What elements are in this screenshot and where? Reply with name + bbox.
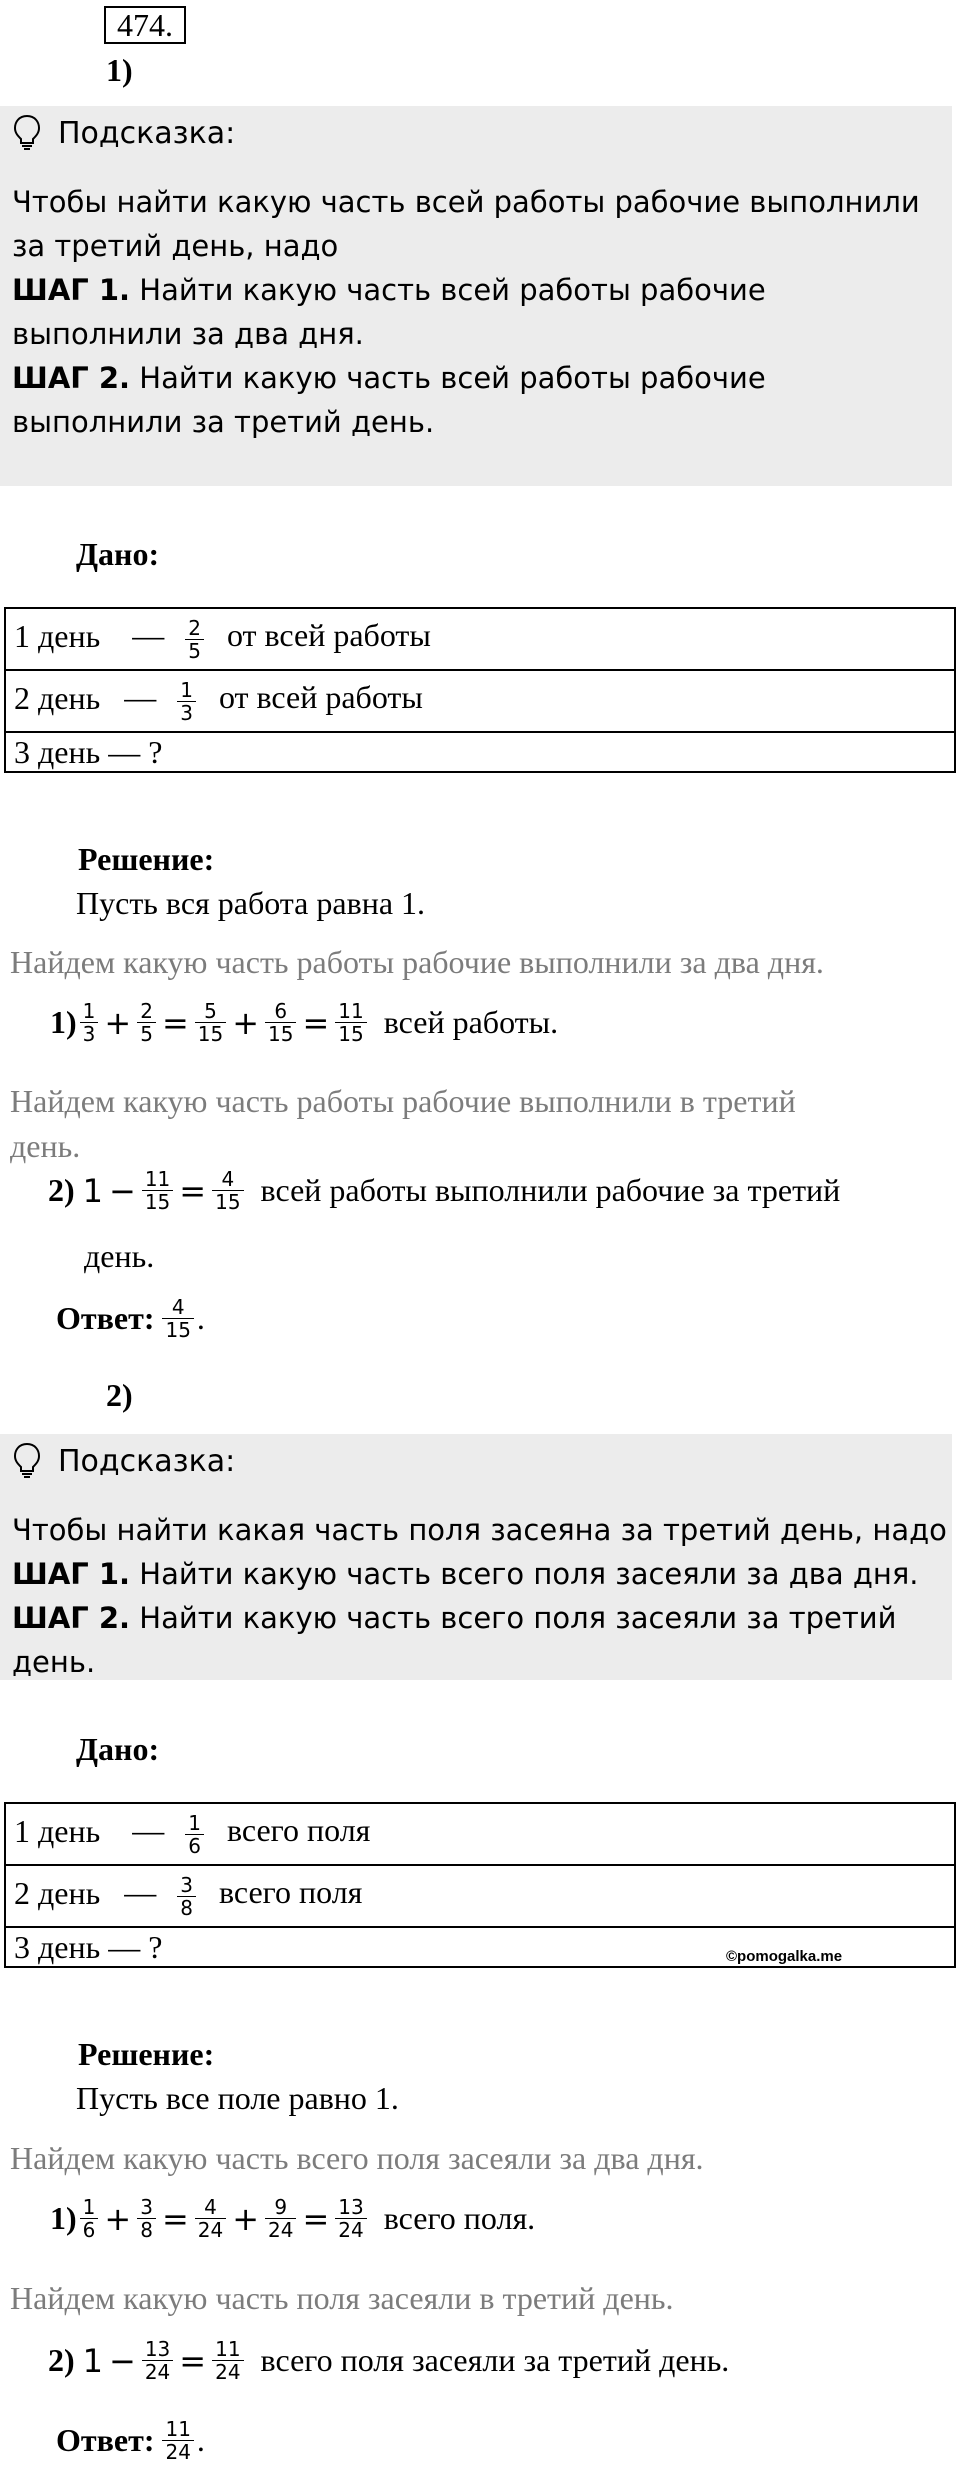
- comment: Найдем какую часть всего поля засеяли за два дня.: [10, 2140, 704, 2176]
- given-row: [5, 608, 955, 670]
- day-label: 1 день: [14, 617, 101, 654]
- step-label: ШАГ 1.: [12, 273, 131, 307]
- day-label: 1 день: [14, 1812, 101, 1849]
- fraction: $\frac{9}{24}$: [265, 2196, 296, 2241]
- given-cell: [5, 1803, 955, 1865]
- equation-1: [50, 1000, 558, 1045]
- equals-sign: =: [161, 1003, 189, 1042]
- equation-1: [50, 2196, 535, 2241]
- fraction: $\frac{4}{15}$: [162, 1296, 193, 1341]
- fraction: $\frac{6}{15}$: [265, 1000, 296, 1045]
- hint-title: Подсказка:: [58, 1444, 236, 1479]
- minus-sign: −: [109, 2341, 136, 2380]
- equals-sign: =: [302, 1003, 330, 1042]
- given-row: [5, 670, 955, 732]
- plus-sign: +: [232, 2199, 260, 2238]
- given-cell: [5, 732, 955, 772]
- equation-tail: всей работы.: [383, 1004, 559, 1040]
- day-label: 2 день: [14, 1874, 101, 1911]
- answer-label: Ответ:: [56, 2422, 155, 2458]
- equation-tail: всего поля.: [383, 2200, 536, 2236]
- step-text: Найти какую часть всего поля засеяли за третий день.: [12, 1601, 897, 1679]
- given-text: от всей работы: [218, 679, 423, 716]
- dash: —: [124, 1874, 157, 1911]
- step-text: Найти какую часть всего поля засеяли за два дня.: [130, 1557, 919, 1591]
- equals-sign: =: [161, 2199, 189, 2238]
- part-1-label: 1): [106, 52, 133, 88]
- hint-text: [12, 1508, 952, 1684]
- answer: [56, 2418, 205, 2463]
- equation-tail: всего поля засеяли за третий день.: [260, 2342, 730, 2378]
- equation-2: [48, 1168, 840, 1213]
- equals-sign: =: [179, 1171, 207, 1210]
- hint-title: Подсказка:: [58, 116, 236, 151]
- comment: день.: [10, 1128, 81, 1164]
- hint-step-1: [12, 1552, 952, 1596]
- equation-2: [48, 2338, 729, 2383]
- given-label: Дано:: [76, 536, 160, 572]
- given-table: [4, 1802, 956, 1968]
- day-label: 2 день: [14, 679, 101, 716]
- given-row: [5, 1865, 955, 1927]
- given-text: всего поля: [226, 1812, 371, 1849]
- hint-intro: Чтобы найти какая часть поля засеяна за третий день, надо: [12, 1513, 947, 1547]
- dash: —: [132, 1812, 165, 1849]
- fraction: $\frac{13}{24}$: [142, 2338, 173, 2383]
- watermark: ©pomogalka.me: [726, 1948, 843, 1965]
- minus-sign: −: [109, 1171, 136, 1210]
- plus-sign: +: [104, 2199, 132, 2238]
- fraction: $\frac{11}{15}$: [335, 1000, 366, 1045]
- equation-label: 2): [48, 1172, 75, 1208]
- answer-label: Ответ:: [56, 1300, 155, 1336]
- plus-sign: +: [232, 1003, 260, 1042]
- step-text: Найти какую часть всей работы рабочие выполнили за третий день.: [12, 361, 766, 439]
- step-text: Найти какую часть всей работы рабочие выполнили за два дня.: [12, 273, 766, 351]
- given-cell: [5, 670, 955, 732]
- hint-intro: Чтобы найти какую часть всей работы рабочие выполнили за третий день, надо: [12, 185, 920, 263]
- given-row: [5, 1927, 955, 1967]
- equation-tail: всей работы выполнили рабочие за третий: [260, 1172, 841, 1208]
- given-cell: [5, 1927, 955, 1967]
- fraction: $\frac{1}{3}$: [177, 679, 196, 724]
- fraction: $\frac{2}{5}$: [185, 617, 204, 662]
- given-cell: [5, 608, 955, 670]
- given-table: [4, 607, 956, 773]
- given-text: от всей работы: [226, 617, 431, 654]
- solution-label: Решение:: [78, 2036, 215, 2072]
- hint-box-1: [0, 106, 952, 486]
- comment: Найдем какую часть работы рабочие выполнили в третий: [10, 1083, 796, 1119]
- fraction: $\frac{4}{24}$: [195, 2196, 226, 2241]
- given-text: 3 день — ?: [14, 733, 163, 770]
- period: .: [196, 1300, 205, 1336]
- fraction: $\frac{3}{8}$: [137, 2196, 156, 2241]
- equals-sign: =: [302, 2199, 330, 2238]
- step-label: ШАГ 1.: [12, 1557, 131, 1591]
- fraction: $\frac{11}{24}$: [162, 2418, 193, 2463]
- fraction: $\frac{1}{6}$: [185, 1812, 204, 1857]
- hint-box-2: [0, 1434, 952, 1680]
- hint-step-1: [12, 268, 942, 356]
- solution-label: Решение:: [78, 841, 215, 877]
- dash: —: [124, 679, 157, 716]
- given-row: [5, 1803, 955, 1865]
- equals-sign: =: [179, 2341, 207, 2380]
- period: .: [196, 2422, 205, 2458]
- plus-sign: +: [104, 1003, 132, 1042]
- number: 1: [82, 1171, 104, 1210]
- given-label: Дано:: [76, 1731, 160, 1767]
- fraction: $\frac{11}{24}$: [212, 2338, 243, 2383]
- equation-tail-continued: день.: [84, 1238, 155, 1274]
- fraction: $\frac{4}{15}$: [212, 1168, 243, 1213]
- given-row: [5, 732, 955, 772]
- assumption: Пусть вся работа равна 1.: [76, 885, 426, 921]
- equation-label: 2): [48, 2342, 75, 2378]
- lightbulb-icon: [12, 114, 42, 152]
- assumption: Пусть все поле равно 1.: [76, 2080, 399, 2116]
- step-label: ШАГ 2.: [12, 1601, 131, 1635]
- comment: Найдем какую часть поля засеяли в третий день.: [10, 2280, 674, 2316]
- part-2-label: 2): [106, 1377, 133, 1413]
- comment: Найдем какую часть работы рабочие выполнили за два дня.: [10, 944, 824, 980]
- hint-step-2: [12, 1596, 952, 1684]
- equation-label: 1): [50, 1004, 77, 1040]
- fraction: $\frac{1}{6}$: [80, 2196, 99, 2241]
- fraction: $\frac{1}{3}$: [80, 1000, 99, 1045]
- lightbulb-icon: [12, 1442, 42, 1480]
- given-cell: [5, 1865, 955, 1927]
- fraction: $\frac{5}{15}$: [195, 1000, 226, 1045]
- step-label: ШАГ 2.: [12, 361, 131, 395]
- dash: —: [132, 617, 165, 654]
- fraction: $\frac{11}{15}$: [142, 1168, 173, 1213]
- fraction: $\frac{3}{8}$: [177, 1874, 196, 1919]
- hint-step-2: [12, 356, 942, 444]
- hint-text: [12, 180, 942, 444]
- problem-number: 474.: [104, 6, 186, 44]
- equation-label: 1): [50, 2200, 77, 2236]
- given-text: 3 день — ?: [14, 1928, 163, 1965]
- number: 1: [82, 2341, 104, 2380]
- answer: [56, 1296, 205, 1341]
- fraction: $\frac{13}{24}$: [335, 2196, 366, 2241]
- fraction: $\frac{2}{5}$: [137, 1000, 156, 1045]
- given-text: всего поля: [218, 1874, 363, 1911]
